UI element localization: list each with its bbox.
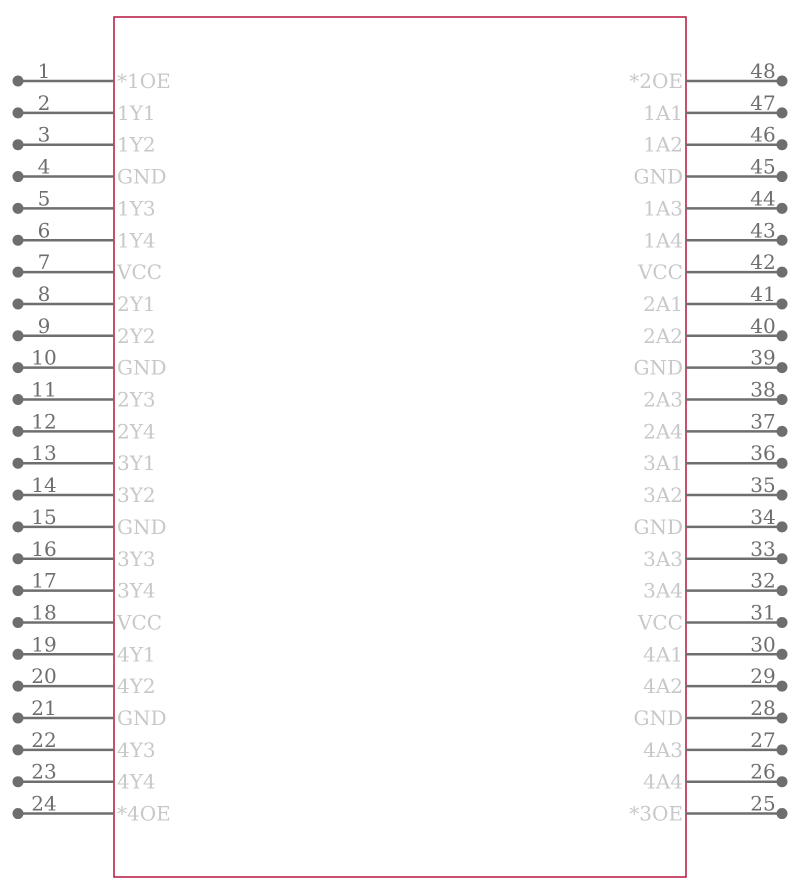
pin-number: 3 — [37, 122, 51, 147]
pin-number: 23 — [31, 759, 57, 784]
pin-name-label: GND — [117, 514, 167, 539]
pin-name-label: 4A2 — [643, 674, 683, 699]
pin-name-label: 3A2 — [643, 483, 683, 508]
pin-number: 28 — [750, 696, 776, 720]
pin-terminal — [13, 298, 24, 309]
pin-number: 42 — [750, 250, 776, 275]
pin-1 — [13, 59, 171, 93]
pin-terminal — [13, 362, 24, 373]
pin-34 — [633, 505, 787, 539]
pin-terminal — [777, 808, 788, 819]
pin-terminal — [13, 744, 24, 755]
pin-name-label: 1A2 — [643, 132, 683, 157]
pin-number: 19 — [31, 632, 57, 657]
pin-number: 44 — [750, 186, 776, 211]
pin-terminal — [13, 681, 24, 692]
pin-name-label: 4Y2 — [117, 674, 156, 699]
pin-16 — [13, 537, 156, 571]
pin-number: 22 — [31, 727, 57, 752]
pin-name-label: 2A2 — [643, 323, 683, 348]
pin-number: 9 — [37, 313, 51, 338]
pin-name-label: VCC — [117, 260, 163, 285]
pin-45 — [633, 155, 787, 189]
pin-name-label: GND — [117, 164, 167, 189]
pin-terminal — [13, 330, 24, 341]
pin-17 — [13, 569, 156, 603]
pin-terminal — [13, 107, 24, 118]
pin-name-label: *1OE — [117, 69, 171, 93]
pin-name-label: 1A1 — [643, 100, 683, 125]
pin-name-label: 2Y1 — [117, 291, 156, 316]
pin-name-label: *4OE — [117, 801, 171, 826]
pin-number: 48 — [750, 59, 776, 83]
pin-terminal — [777, 744, 788, 755]
pin-number: 30 — [750, 632, 776, 657]
pin-number: 11 — [31, 377, 57, 402]
pin-number: 25 — [750, 791, 776, 816]
pin-28 — [633, 696, 787, 730]
pin-terminal — [13, 76, 24, 87]
pin-21 — [13, 696, 167, 730]
pin-20 — [13, 664, 156, 698]
pin-name-label: 4A1 — [643, 642, 683, 667]
pin-number: 27 — [750, 727, 776, 752]
pin-19 — [13, 632, 156, 666]
pin-22 — [13, 728, 156, 762]
pin-number: 41 — [750, 281, 776, 306]
pin-terminal — [777, 426, 788, 437]
pin-number: 14 — [31, 473, 57, 498]
pin-terminal — [13, 808, 24, 819]
pin-name-label: 3A3 — [643, 546, 683, 571]
pin-15 — [13, 505, 167, 539]
pin-number: 21 — [31, 696, 57, 720]
pin-number: 12 — [31, 409, 57, 434]
pin-name-label: 3Y1 — [117, 451, 156, 476]
pin-terminal — [777, 617, 788, 628]
pin-number: 4 — [37, 154, 51, 179]
pin-35 — [643, 473, 787, 507]
pin-12 — [13, 409, 156, 443]
pin-36 — [643, 441, 787, 475]
pin-number: 8 — [37, 281, 51, 306]
pin-40 — [643, 314, 787, 348]
pin-terminal — [13, 394, 24, 405]
pin-terminal — [13, 235, 24, 246]
pin-terminal — [777, 394, 788, 405]
pin-terminal — [13, 426, 24, 437]
pin-name-label: GND — [633, 164, 683, 189]
pin-25 — [629, 792, 787, 826]
pin-33 — [643, 537, 787, 571]
pin-terminal — [777, 553, 788, 564]
pin-38 — [643, 378, 787, 412]
pin-name-label: GND — [117, 355, 167, 380]
pin-number: 17 — [31, 568, 57, 593]
pin-name-label: 1Y1 — [117, 100, 156, 125]
pin-number: 37 — [750, 409, 776, 434]
pin-14 — [13, 473, 156, 507]
pin-18 — [13, 600, 163, 634]
pin-number: 15 — [31, 504, 57, 529]
pin-terminal — [777, 298, 788, 309]
pin-name-label: *2OE — [629, 69, 683, 93]
pin-terminal — [777, 139, 788, 150]
pin-terminal — [13, 585, 24, 596]
pin-27 — [643, 728, 787, 762]
pin-name-label: 3Y4 — [117, 578, 156, 603]
pin-37 — [643, 409, 787, 443]
pin-5 — [13, 186, 156, 220]
pin-number: 18 — [31, 600, 57, 625]
pin-name-label: 1Y2 — [117, 132, 156, 157]
pin-11 — [13, 378, 156, 412]
pin-9 — [13, 314, 156, 348]
pin-terminal — [777, 681, 788, 692]
pin-terminal — [13, 776, 24, 787]
pin-number: 16 — [31, 536, 57, 561]
pin-terminal — [13, 267, 24, 278]
pin-number: 13 — [31, 441, 57, 466]
pin-7 — [13, 250, 163, 284]
pin-number: 36 — [750, 441, 776, 466]
pin-terminal — [777, 267, 788, 278]
pin-name-label: VCC — [637, 610, 683, 635]
pin-number: 20 — [31, 664, 57, 689]
pin-name-label: 4A4 — [643, 769, 683, 794]
pin-terminal — [13, 617, 24, 628]
pin-terminal — [13, 521, 24, 532]
left-pin-group — [13, 59, 171, 826]
pin-47 — [643, 91, 787, 125]
pin-terminal — [777, 362, 788, 373]
pin-name-label: 2Y4 — [117, 419, 156, 444]
pin-terminal — [777, 107, 788, 118]
pin-number: 29 — [750, 664, 776, 689]
pin-name-label: 3A1 — [643, 451, 683, 476]
pin-26 — [643, 760, 787, 794]
pin-terminal — [777, 235, 788, 246]
pin-number: 2 — [37, 90, 51, 115]
pin-name-label: VCC — [637, 260, 683, 285]
pin-name-label: 1A3 — [643, 196, 683, 221]
pin-23 — [13, 760, 156, 794]
pin-30 — [643, 632, 787, 666]
pin-number: 1 — [37, 59, 51, 83]
pin-number: 5 — [37, 186, 51, 211]
pin-terminal — [777, 330, 788, 341]
pin-number: 24 — [31, 791, 57, 816]
right-pin-group — [629, 59, 787, 826]
pin-number: 33 — [750, 536, 776, 561]
pin-name-label: 2A4 — [643, 419, 683, 444]
pin-name-label: VCC — [117, 610, 163, 635]
pin-name-label: 4A3 — [643, 737, 683, 762]
pin-terminal — [777, 490, 788, 501]
pin-6 — [13, 218, 156, 252]
pin-39 — [633, 346, 787, 380]
pin-44 — [643, 186, 787, 220]
pin-terminal — [777, 76, 788, 87]
pin-number: 45 — [750, 154, 776, 179]
pin-number: 47 — [750, 90, 776, 115]
pin-number: 31 — [750, 600, 776, 625]
pin-8 — [13, 282, 156, 316]
pin-number: 32 — [750, 568, 776, 593]
pin-name-label: GND — [633, 706, 683, 730]
pin-terminal — [13, 490, 24, 501]
pin-32 — [643, 569, 787, 603]
pin-terminal — [777, 521, 788, 532]
pin-2 — [13, 91, 156, 125]
pin-name-label: 2Y3 — [117, 387, 156, 412]
pin-4 — [13, 155, 167, 189]
pin-name-label: 4Y4 — [117, 769, 156, 794]
pin-terminal — [777, 458, 788, 469]
pin-terminal — [13, 553, 24, 564]
ic-body-outline — [114, 17, 686, 877]
pin-number: 10 — [31, 345, 57, 370]
pin-24 — [13, 792, 171, 826]
pin-name-label: 1Y3 — [117, 196, 156, 221]
pin-name-label: 2A3 — [643, 387, 683, 412]
pin-terminal — [777, 776, 788, 787]
pin-name-label: 2A1 — [643, 291, 683, 316]
pin-number: 38 — [750, 377, 776, 402]
pin-42 — [637, 250, 788, 284]
pin-number: 7 — [37, 250, 51, 275]
pin-43 — [643, 218, 787, 252]
pin-terminal — [13, 139, 24, 150]
pin-terminal — [777, 585, 788, 596]
pin-13 — [13, 441, 156, 475]
pin-name-label: 4Y1 — [117, 642, 156, 667]
pin-terminal — [777, 649, 788, 660]
pin-name-label: 2Y2 — [117, 323, 156, 348]
pin-number: 26 — [750, 759, 776, 784]
pin-10 — [13, 346, 167, 380]
pin-number: 6 — [37, 218, 51, 243]
pin-name-label: GND — [117, 706, 167, 730]
pin-number: 43 — [750, 218, 776, 243]
pin-3 — [13, 123, 156, 157]
pin-name-label: GND — [633, 355, 683, 380]
pin-41 — [643, 282, 787, 316]
pin-terminal — [13, 171, 24, 182]
pin-name-label: 1A4 — [643, 228, 683, 253]
pin-name-label: 3Y3 — [117, 546, 156, 571]
pin-terminal — [13, 649, 24, 660]
pin-terminal — [777, 203, 788, 214]
pin-name-label: 4Y3 — [117, 737, 156, 762]
pin-terminal — [777, 171, 788, 182]
pin-number: 35 — [750, 473, 776, 498]
pin-terminal — [13, 713, 24, 724]
pin-name-label: 3Y2 — [117, 483, 156, 508]
pin-31 — [637, 600, 788, 634]
pin-terminal — [13, 203, 24, 214]
pin-46 — [643, 123, 787, 157]
pin-name-label: 3A4 — [643, 578, 683, 603]
pin-number: 46 — [750, 122, 776, 147]
pin-name-label: *3OE — [629, 801, 683, 826]
pin-name-label: 1Y4 — [117, 228, 156, 253]
pin-number: 34 — [750, 504, 776, 529]
pin-number: 40 — [750, 313, 776, 338]
pin-number: 39 — [750, 345, 776, 370]
pin-terminal — [13, 458, 24, 469]
pin-name-label: GND — [633, 514, 683, 539]
pin-48 — [629, 59, 787, 93]
pin-29 — [643, 664, 787, 698]
pin-terminal — [777, 713, 788, 724]
